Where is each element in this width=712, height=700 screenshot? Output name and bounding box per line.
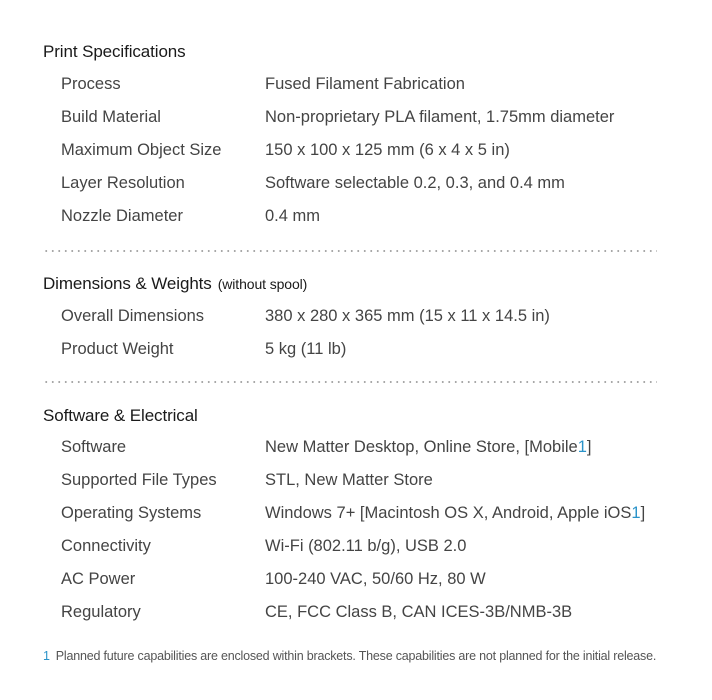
spec-label: Nozzle Diameter — [61, 207, 183, 225]
spec-value: CE, FCC Class B, CAN ICES-3B/NMB-3B — [265, 603, 573, 621]
spec-row-supported-file-types — [0, 471, 712, 497]
spec-row-process — [0, 75, 712, 101]
footnote-marker: 1 — [631, 504, 641, 522]
spec-label: Connectivity — [61, 537, 151, 555]
spec-label: Software — [61, 438, 127, 456]
spec-row-connectivity — [0, 537, 712, 563]
spec-value-text: Windows 7+ [Macintosh OS X, Android, Apple iOS — [265, 504, 632, 522]
spec-row-layer-resolution — [0, 174, 712, 200]
spec-value: 0.4 mm — [265, 207, 321, 225]
section-title-text: Dimensions & Weights — [43, 274, 212, 293]
spec-value: Non-proprietary PLA filament, 1.75mm diameter — [265, 108, 615, 126]
dotted-divider — [43, 381, 657, 383]
spec-label: Overall Dimensions — [61, 307, 205, 325]
spec-value: Fused Filament Fabrication — [265, 75, 465, 93]
section-title-dimensions-weights — [43, 274, 307, 294]
spec-label: Build Material — [61, 108, 161, 126]
spec-row-regulatory — [0, 603, 712, 629]
spec-label: Maximum Object Size — [61, 141, 222, 159]
spec-value: Wi-Fi (802.11 b/g), USB 2.0 — [265, 537, 467, 555]
spec-row-maximum-object-size — [0, 141, 712, 167]
spec-label: Operating Systems — [61, 504, 202, 522]
section-title-print-specifications: Print Specifications — [43, 42, 186, 61]
footnote-mark: 1 — [43, 649, 50, 663]
spec-row-overall-dimensions — [0, 307, 712, 333]
dotted-divider — [43, 250, 657, 252]
spec-value-text: New Matter Desktop, Online Store, [Mobile — [265, 438, 578, 456]
spec-value — [265, 504, 645, 523]
spec-row-operating-systems — [0, 504, 712, 530]
footnote-marker: 1 — [577, 438, 587, 456]
spec-row-nozzle-diameter — [0, 207, 712, 233]
spec-value: Software selectable 0.2, 0.3, and 0.4 mm — [265, 174, 565, 192]
spec-row-build-material — [0, 108, 712, 134]
spec-label: Product Weight — [61, 340, 174, 358]
spec-value: 150 x 100 x 125 mm (6 x 4 x 5 in) — [265, 141, 510, 159]
footnote-text: Planned future capabilities are enclosed within brackets. These capabilities are not planned for the initial release. — [55, 649, 657, 663]
spec-value: 380 x 280 x 365 mm (15 x 11 x 14.5 in) — [265, 307, 550, 325]
section-title-software-electrical: Software & Electrical — [43, 406, 198, 425]
spec-value — [265, 438, 592, 457]
spec-label: AC Power — [61, 570, 136, 588]
spec-label: Process — [61, 75, 121, 93]
spec-label: Supported File Types — [61, 471, 217, 489]
spec-value: STL, New Matter Store — [265, 471, 433, 489]
section-subtitle: (without spool) — [217, 276, 308, 292]
spec-label: Regulatory — [61, 603, 141, 621]
spec-value: 100-240 VAC, 50/60 Hz, 80 W — [265, 570, 486, 588]
bracket-close: ] — [640, 504, 646, 522]
bracket-close: ] — [586, 438, 592, 456]
spec-label: Layer Resolution — [61, 174, 185, 192]
spec-value: 5 kg (11 lb) — [265, 340, 347, 358]
spec-row-product-weight — [0, 340, 712, 366]
footnote — [43, 649, 656, 663]
spec-row-software — [0, 438, 712, 464]
spec-row-ac-power — [0, 570, 712, 596]
